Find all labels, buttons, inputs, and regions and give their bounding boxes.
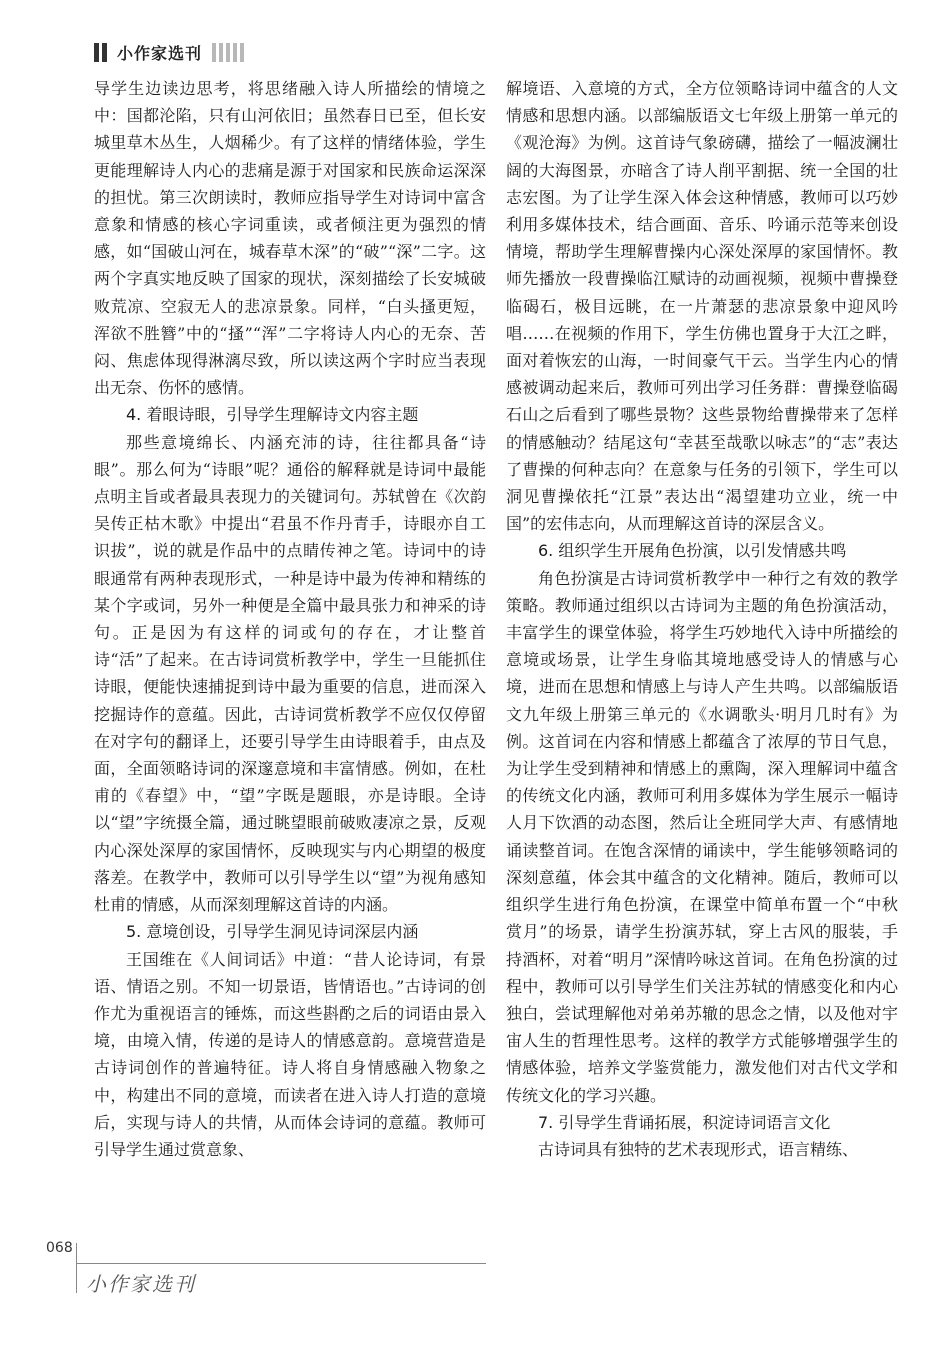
paragraph: 那些意境绵长、内涵充沛的诗，往往都具备“诗眼”。那么何为“诗眼”呢？通俗的解释就是诗词中最能点明主旨或者最具表现力的关键词句。苏轼曾在《次韵吴传正枯木歌》中提出“君虽不作丹青手，诗眼亦自工识拔”，说的就是作品中的点睛传神之笔。诗词中的诗眼通常有两种表现形式，一种是诗中最为传神和精练的某个字或词，另外一种便是全篇中最具张力和神采的诗句。正是因为有这样的词或句的存在，才让整首诗“活”了起来。在古诗词赏析教学中，学生一旦能抓住诗眼，便能快速捕捉到诗中最为重要的信息，进而深入挖掘诗作的意蕴。因此，古诗词赏析教学不应仅仅停留在对字句的翻译上，还要引导学生由诗眼着手，由点及面，全面领略诗词的深邃意境和丰富情感。例如，在杜甫的《春望》中，“望”字既是题眼，亦是诗眼。全诗以“望”字统摄全篇，通过眺望眼前破败凄凉之景，反观内心深处深厚的家国情怀，反映现实与内心期望的极度落差。在教学中，教师可以引导学生以“望”为视角感知杜甫的情感，从而深刻理解这首诗的内涵。: [94, 432, 486, 915]
section-heading-4: 4. 着眼诗眼，引导学生理解诗文内容主题: [126, 405, 419, 425]
footer-divider-horizontal: [76, 1263, 486, 1264]
right-column: [506, 75, 898, 1163]
section-heading-6: 6. 组织学生开展角色扮演，以引发情感共鸣: [538, 541, 847, 561]
left-column: [94, 75, 486, 1163]
paragraph-continued: 导学生边读边思考，将思绪融入诗人所描绘的情境之中：国都沦陷，只有山河依旧；虽然春日已至，但长安城里草木丛生，人烟稀少。有了这样的情绪体验，学生更能理解诗人内心的悲痛是源于对国家和民族命运深深的担忧。第三次朗读时，教师应指导学生对诗词中富含意象和情感的核心字词重读，或者倾注更为强烈的情感，如“国破山河在，城春草木深”的“破”“深”二字。这两个字真实地反映了国家的现状，深刻描绘了长安城破败荒凉、空寂无人的悲凉景象。同样，“白头搔更短，浑欲不胜簪”中的“搔”“浑”二字将诗人内心的无奈、苦闷、焦虑体现得淋漓尽致，所以读这两个字时应当表现出无奈、伤怀的感情。: [94, 79, 486, 398]
header-bars-dark: [94, 43, 107, 62]
running-header: [94, 40, 244, 64]
paragraph-continued: 解境语、入意境的方式，全方位领略诗词中蕴含的人文情感和思想内涵。以部编版语文七年级上册第一单元的《观沧海》为例。这首诗气象磅礴，描绘了一幅波澜壮阔的大海图景，亦暗含了诗人削平割据、统一全国的壮志宏图。为了让学生深入体会这种情感，教师可以巧妙利用多媒体技术，结合画面、音乐、吟诵示范等来创设情境，帮助学生理解曹操内心深处深厚的家国情怀。教师先播放一段曹操临江赋诗的动画视频，视频中曹操登临碣石，极目远眺，在一片萧瑟的悲凉景象中迎风吟唱……在视频的作用下，学生仿佛也置身于大江之畔，面对着恢宏的山海，一时间豪气干云。当学生内心的情感被调动起来后，教师可列出学习任务群：曹操登临碣石山之后看到了哪些景物？这些景物给曹操带来了怎样的情感触动？结尾这句“幸甚至哉歌以咏志”的“志”表达了曹操的何种志向？在意象与任务的引领下，学生可以洞见曹操依托“江景”表达出“渴望建功立业，统一中国”的宏伟志向，从而理解这首诗的深层含义。: [506, 79, 898, 534]
page-number: 068: [46, 1240, 73, 1256]
paragraph: 角色扮演是古诗词赏析教学中一种行之有效的教学策略。教师通过组织以古诗词为主题的角色扮演活动，丰富学生的课堂体验，将学生巧妙地代入诗中所描绘的意境或场景，让学生身临其境地感受诗人的情感与心境，进而在思想和情感上与诗人产生共鸣。以部编版语文九年级上册第三单元的《水调歌头·明月几时有》为例。这首词在内容和情感上都蕴含了浓厚的节日气息，为让学生受到精神和情感上的熏陶，深入理解词中蕴含的传统文化内涵，教师可利用多媒体为学生展示一幅诗人月下饮酒的动态图，然后让全班同学大声、有感情地诵读整首词。在饱含深情的诵读中，学生能够领略词的深刻意蕴，体会其中蕴含的文化精神。随后，教师可以组织学生进行角色扮演，在课堂中简单布置一个“中秋赏月”的场景，请学生扮演苏轼，穿上古风的服装，手持酒杯，对着“明月”深情吟咏这首词。在角色扮演的过程中，教师可以引导学生们关注苏轼的情感变化和内心独白，尝试理解他对弟弟苏辙的思念之情，以及他对宇宙人生的哲理性思考。这样的教学方式能够增强学生的情感体验，培养文学鉴赏能力，激发他们对古代文学和传统文化的学习兴趣。: [506, 568, 898, 1105]
section-heading-7: 7. 引导学生背诵拓展，积淀诗词语言文化: [538, 1112, 831, 1132]
paragraph: 古诗词具有独特的艺术表现形式，语言精练、: [538, 1139, 859, 1159]
paragraph: 王国维在《人间词话》中道：“昔人论诗词，有景语、情语之别。不知一切景语，皆情语也。”古诗词的创作尤为重视语言的锤炼，而这些斟酌之后的词语由景入境，由境入情，传递的是诗人的情感意韵。意境营造是古诗词创作的普遍特征。诗人将自身情感融入物象之中，构建出不同的意境，而读者在进入诗人打造的意境后，实现与诗人的共情，从而体会诗词的意蕴。教师可引导学生通过赏意象、: [94, 949, 486, 1159]
header-bars-light: [212, 43, 244, 62]
journal-title: 小作家选刊: [117, 43, 203, 63]
section-heading-5: 5. 意境创设，引导学生洞见诗词深层内涵: [126, 922, 419, 942]
footer-logo: 小作家选刊: [86, 1272, 196, 1296]
footer-divider-vertical: [76, 1243, 77, 1293]
